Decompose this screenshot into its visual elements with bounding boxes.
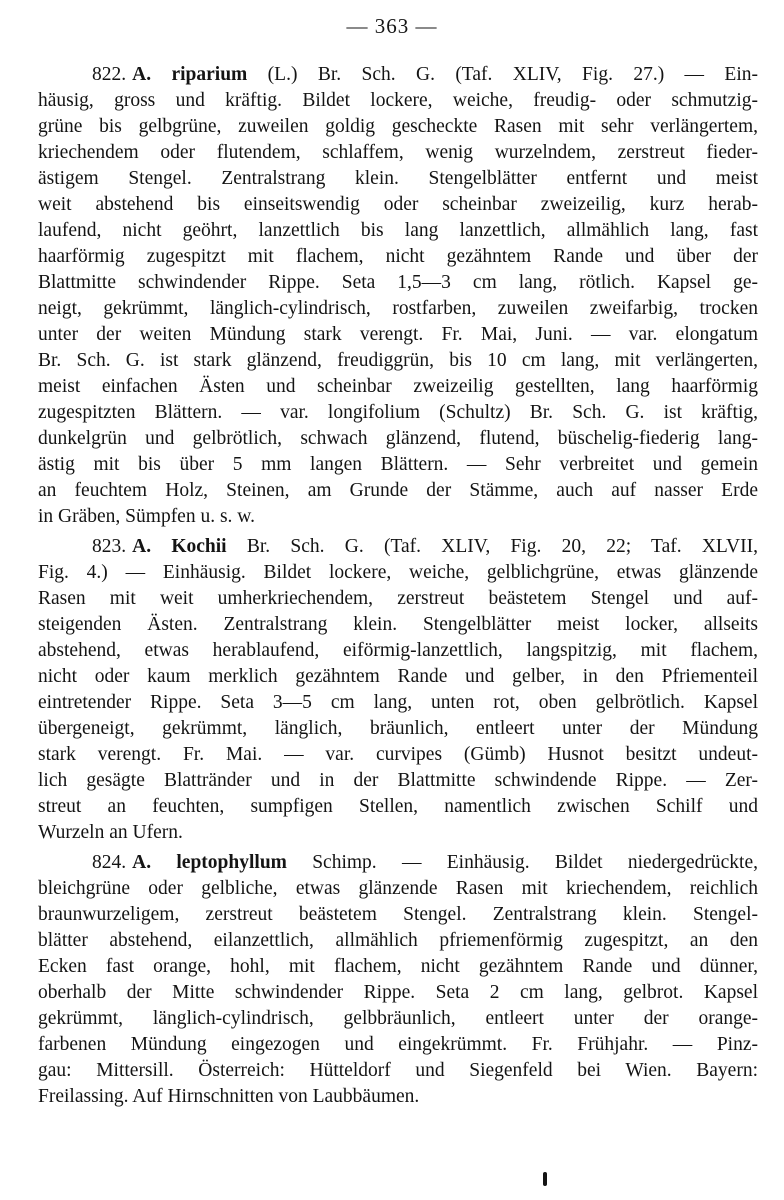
text-line: braunwurzeligem, zerstreut beästetem Stengel. Zentralstrang klein. Stengel-	[38, 904, 758, 925]
text-line: in Gräben, Sümpfen u. s. w.	[38, 506, 255, 527]
text-line: Schimp. — Einhäusig. Bildet niedergedrückte,	[286, 852, 758, 873]
entry-number: 823.	[92, 536, 127, 557]
text-line: Wurzeln an Ufern.	[38, 822, 183, 843]
text-line: ästig mit bis über 5 mm langen Blättern. — Sehr verbreitet und gemein	[38, 454, 758, 475]
text-line: gekrümmt, länglich-cylindrisch, gelbbräunlich, entleert unter der orange-	[38, 1008, 758, 1029]
text-line: eintretender Rippe. Seta 3—5 cm lang, unten rot, oben gelbrötlich. Kapsel	[38, 692, 758, 713]
text-line: an feuchtem Holz, Steinen, am Grunde der Stämme, auch auf nasser Erde	[38, 480, 758, 501]
text-line: unter der weiten Mündung stark verengt. Fr. Mai, Juni. — var. elongatum	[38, 324, 758, 345]
ink-mark	[543, 1172, 547, 1186]
text-line: streut an feuchten, sumpfigen Stellen, namentlich zwischen Schilf und	[38, 796, 758, 817]
entry-822	[38, 62, 758, 530]
text-line: meist einfachen Ästen und scheinbar zweizeilig gestellten, lang haarförmig	[38, 376, 758, 397]
text-line: kriechendem oder flutendem, schlaffem, wenig wurzelndem, zerstreut fieder-	[38, 142, 758, 163]
text-line: Blattmitte schwindender Rippe. Seta 1,5—3 cm lang, rötlich. Kapsel ge-	[38, 272, 758, 293]
text-line: laufend, nicht geöhrt, lanzettlich bis lang lanzettlich, allmählich lang, fast	[38, 220, 758, 241]
text-line: bleichgrüne oder gelbliche, etwas glänzende Rasen mit kriechendem, reichlich	[38, 878, 758, 899]
entry-823	[38, 534, 758, 846]
entry-first-line	[38, 534, 758, 560]
text-line: Fig. 4.) — Einhäusig. Bildet lockere, weiche, gelblichgrüne, etwas glänzende	[38, 562, 758, 583]
text-line: übergeneigt, gekrümmt, länglich, bräunlich, entleert unter der Mündung	[38, 718, 758, 739]
entry-number: 822.	[92, 64, 127, 85]
text-line: haarförmig zugespitzt mit flachem, nicht gezähntem Rande und über der	[38, 246, 758, 267]
page-number: — 363 —	[346, 14, 438, 38]
page-body	[38, 62, 758, 1114]
species-name: A. leptophyllum	[132, 852, 287, 873]
text-line: steigenden Ästen. Zentralstrang klein. Stengelblätter meist locker, allseits	[38, 614, 758, 635]
text-line: nicht oder kaum merklich gezähntem Rande und gelber, in den Pfriementeil	[38, 666, 758, 687]
text-line: Br. Sch. G. ist stark glänzend, freudiggrün, bis 10 cm lang, mit verlängerten,	[38, 350, 758, 371]
text-line: Freilassing. Auf Hirnschnitten von Laubbäumen.	[38, 1086, 420, 1107]
text-line: grüne bis gelbgrüne, zuweilen goldig gescheckte Rasen mit sehr verlängertem,	[38, 116, 758, 137]
text-line: häusig, gross und kräftig. Bildet lockere, weiche, freudig- oder schmutzig-	[38, 90, 758, 111]
text-line: Rasen mit weit umherkriechendem, zerstreut beästetem Stengel und auf-	[38, 588, 758, 609]
text-line: stark verengt. Fr. Mai. — var. curvipes (Gümb) Husnot besitzt undeut-	[38, 744, 758, 765]
entry-first-line	[38, 850, 758, 876]
text-line: farbenen Mündung eingezogen und eingekrümmt. Fr. Frühjahr. — Pinz-	[38, 1034, 758, 1055]
text-line: weit abstehend bis einseitswendig oder scheinbar zweizeilig, kurz herab-	[38, 194, 758, 215]
text-line: neigt, gekrümmt, länglich-cylindrisch, rostfarben, zuweilen zweifarbig, trocken	[38, 298, 758, 319]
text-line: (L.) Br. Sch. G. (Taf. XLIV, Fig. 27.) — Ein-	[247, 64, 759, 85]
text-line: oberhalb der Mitte schwindender Rippe. Seta 2 cm lang, gelbrot. Kapsel	[38, 982, 758, 1003]
species-name: A. riparium	[132, 64, 248, 85]
text-line: dunkelgrün und gelbrötlich, schwach glänzend, flutend, büschelig-fiederig lang-	[38, 428, 758, 449]
text-line: abstehend, etwas herablaufend, eiförmig-lanzettlich, langspitzig, mit flachem,	[38, 640, 758, 661]
entry-first-line	[38, 62, 758, 88]
text-line: ästigem Stengel. Zentralstrang klein. Stengelblätter entfernt und meist	[38, 168, 758, 189]
text-line: lich gesägte Blattränder und in der Blattmitte schwindende Rippe. — Zer-	[38, 770, 758, 791]
text-line: blätter abstehend, eilanzettlich, allmählich pfriemenförmig zugespitzt, an den	[38, 930, 758, 951]
entry-824	[38, 850, 758, 1110]
entry-number: 824.	[92, 852, 127, 873]
species-name: A. Kochii	[132, 536, 227, 557]
text-line: Ecken fast orange, hohl, mit flachem, nicht gezähntem Rande und dünner,	[38, 956, 758, 977]
text-line: zugespitzten Blättern. — var. longifolium (Schultz) Br. Sch. G. ist kräftig,	[38, 402, 758, 423]
text-line: Br. Sch. G. (Taf. XLIV, Fig. 20, 22; Taf. XLVII,	[226, 536, 758, 557]
text-line: gau: Mittersill. Österreich: Hütteldorf und Siegenfeld bei Wien. Bayern:	[38, 1060, 758, 1081]
